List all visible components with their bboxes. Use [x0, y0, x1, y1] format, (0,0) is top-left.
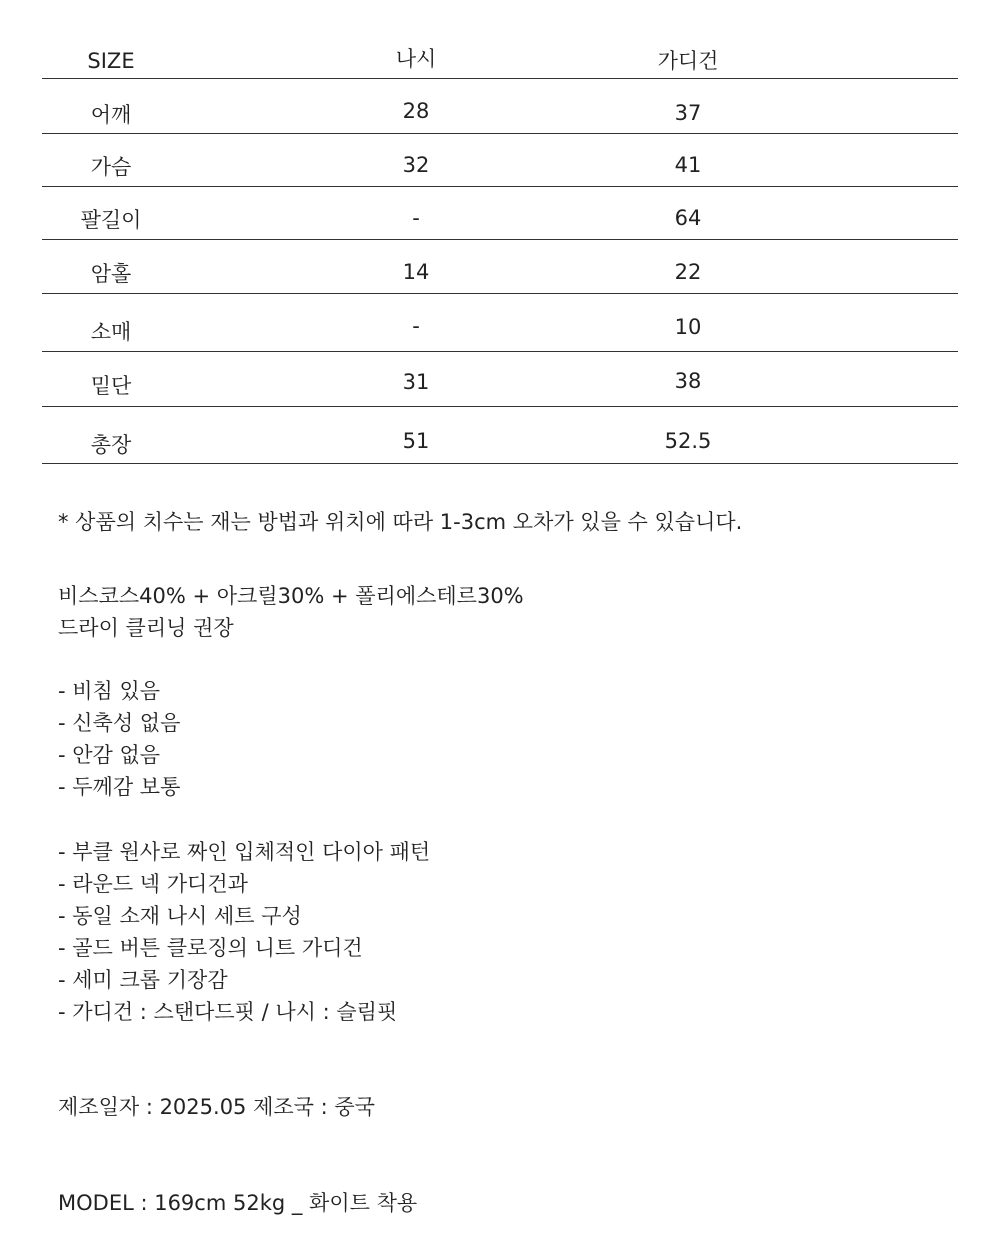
manufacture-info: 제조일자 : 2025.05 제조국 : 중국	[58, 1095, 375, 1119]
row-cardigan: 41	[674, 153, 702, 177]
list-item: - 두께감 보통	[58, 775, 181, 799]
table-row	[42, 79, 958, 134]
properties-list	[58, 675, 180, 803]
row-nasi: 51	[402, 429, 430, 453]
table-row	[42, 187, 958, 240]
list-item: - 동일 소재 나시 세트 구성	[58, 904, 302, 928]
row-label: 밑단	[90, 374, 132, 398]
list-item: - 세미 크롭 기장감	[58, 968, 228, 992]
row-nasi: 31	[402, 370, 430, 394]
list-item: - 부클 원사로 짜인 입체적인 다이아 패턴	[58, 840, 431, 864]
material-section	[58, 580, 524, 644]
measurement-notice: * 상품의 치수는 재는 방법과 위치에 따라 1-3cm 오차가 있을 수 있습니다.	[58, 510, 743, 534]
care-instruction: 드라이 클리닝 권장	[58, 616, 234, 640]
table-header-row	[42, 40, 958, 79]
list-item: - 라운드 넥 가디건과	[58, 872, 248, 896]
row-cardigan: 10	[674, 315, 702, 339]
size-table	[42, 40, 958, 464]
row-nasi: 28	[402, 99, 430, 123]
table-row	[42, 294, 958, 352]
row-nasi: 32	[402, 153, 430, 177]
list-item: - 골드 버튼 클로징의 니트 가디건	[58, 936, 363, 960]
table-row	[42, 240, 958, 294]
row-nasi: -	[412, 314, 420, 338]
list-item: - 가디건 : 스탠다드핏 / 나시 : 슬림핏	[58, 1000, 398, 1024]
table-row	[42, 134, 958, 187]
row-label: 암홀	[90, 262, 132, 286]
list-item: - 신축성 없음	[58, 711, 181, 735]
row-label: 어깨	[90, 103, 132, 127]
table-row	[42, 352, 958, 407]
table-row	[42, 407, 958, 464]
material-composition: 비스코스40% + 아크릴30% + 폴리에스테르30%	[58, 584, 524, 608]
row-label: 팔길이	[80, 208, 142, 232]
row-cardigan: 22	[674, 260, 702, 284]
row-cardigan: 38	[674, 369, 702, 393]
row-label: 총장	[90, 433, 132, 457]
header-nasi: 나시	[395, 47, 437, 71]
list-item: - 안감 없음	[58, 743, 161, 767]
row-label: 소매	[90, 320, 132, 344]
model-info: MODEL : 169cm 52kg _ 화이트 착용	[58, 1191, 418, 1215]
row-cardigan: 37	[674, 101, 702, 125]
header-size: SIZE	[87, 49, 135, 73]
header-cardigan: 가디건	[657, 49, 719, 73]
row-label: 가슴	[90, 155, 132, 179]
row-nasi: 14	[402, 260, 430, 284]
row-nasi: -	[412, 206, 420, 230]
features-list	[58, 836, 430, 1028]
list-item: - 비침 있음	[58, 679, 161, 703]
row-cardigan: 64	[674, 206, 702, 230]
row-cardigan: 52.5	[664, 429, 712, 453]
